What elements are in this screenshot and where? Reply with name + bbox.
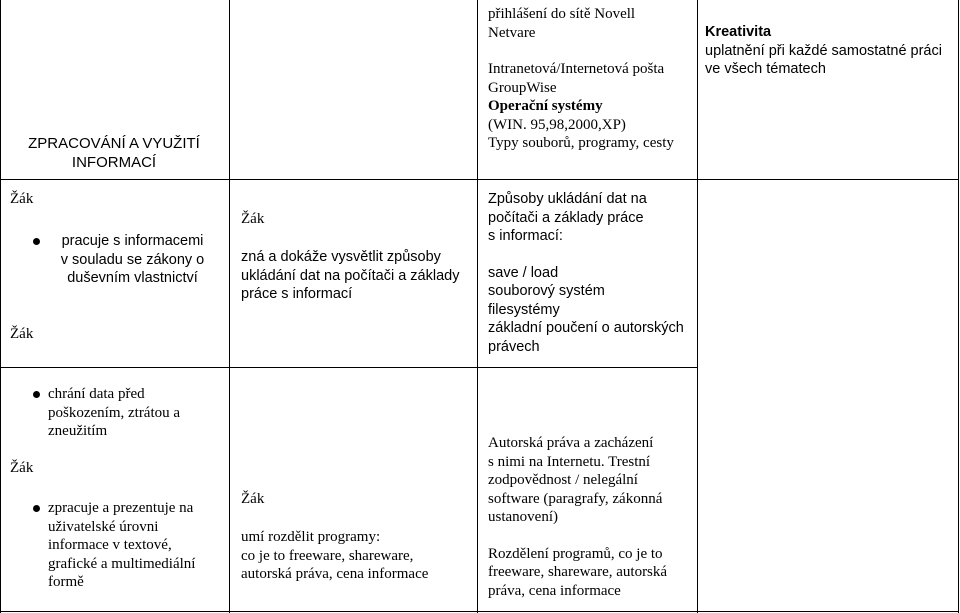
table-border-bottom bbox=[0, 611, 959, 612]
os-heading: Operační systémy bbox=[488, 98, 603, 114]
outcome-text: zná a dokáže vysvětlit způsoby ukládání dat na počítači a základy práce s informací bbox=[241, 249, 460, 302]
creativity-block bbox=[705, 23, 955, 79]
list-item: filesystémy bbox=[488, 301, 560, 318]
list-item: souborový systém bbox=[488, 283, 605, 299]
section-title: ZPRACOVÁNÍ A VYUŽITÍ INFORMACÍ bbox=[28, 135, 200, 171]
column-divider-1 bbox=[229, 0, 230, 613]
text-line: Netvare bbox=[488, 24, 536, 41]
table-border-right bbox=[958, 0, 959, 613]
text-line: přihlášení do sítě Novell bbox=[488, 6, 636, 22]
outcome-text: umí rozdělit programy: co je to freeware, shareware, autorská práva, cena informace bbox=[241, 529, 429, 582]
student-label: Žák bbox=[241, 211, 265, 227]
student-label: Žák bbox=[10, 191, 34, 207]
student-label: Žák bbox=[241, 491, 265, 507]
text-line: (WIN. 95,98,2000,XP) bbox=[488, 116, 626, 133]
column-divider-2 bbox=[477, 0, 478, 613]
text-line: Intranetová/Internetová pošta bbox=[488, 61, 665, 77]
text-line: uplatnění při každé samostatné práci bbox=[705, 42, 942, 59]
bullet-icon bbox=[33, 391, 40, 398]
table-border-left bbox=[0, 0, 1, 613]
text-line: Typy souborů, programy, cesty bbox=[488, 135, 674, 151]
topic-text: Autorská práva a zacházení s nimi na Internetu. Trestní zodpovědnost / nelegální software (paragrafy, zákonná ustanovení) Rozdělení programů, co je to freeware, shareware, autorská práva, cena informace bbox=[488, 435, 668, 599]
list-item: právech bbox=[488, 338, 540, 355]
text-line: GroupWise bbox=[488, 79, 557, 96]
network-topics bbox=[488, 5, 693, 153]
list-item: základní poučení o autorských bbox=[488, 320, 684, 336]
list-item: save / load bbox=[488, 264, 559, 281]
student-label: Žák bbox=[10, 326, 34, 342]
student-label: Žák bbox=[10, 460, 34, 476]
creativity-heading: Kreativita bbox=[705, 24, 772, 40]
topic-list: Způsoby ukládání dat na počítači a základy práce s informací: save / load souborový systém filesystémy základní poučení o autorských právech bbox=[488, 190, 693, 356]
outcome-text: chrání data před poškozením, ztrátou a zneužitím bbox=[48, 386, 181, 439]
outcome-text: zpracuje a prezentuje na uživatelské úrovni informace v textové, grafické a multimediální formě bbox=[48, 500, 196, 590]
column-divider-3 bbox=[697, 0, 698, 613]
outcome-text: pracuje s informacemi v souladu se zákony o duševním vlastnictví bbox=[60, 233, 205, 286]
bullet-icon bbox=[33, 238, 40, 245]
bullet-icon bbox=[33, 505, 40, 512]
row-divider-1 bbox=[0, 179, 959, 180]
text-line: ve všech tématech bbox=[705, 61, 826, 77]
row-divider-2 bbox=[0, 367, 697, 368]
